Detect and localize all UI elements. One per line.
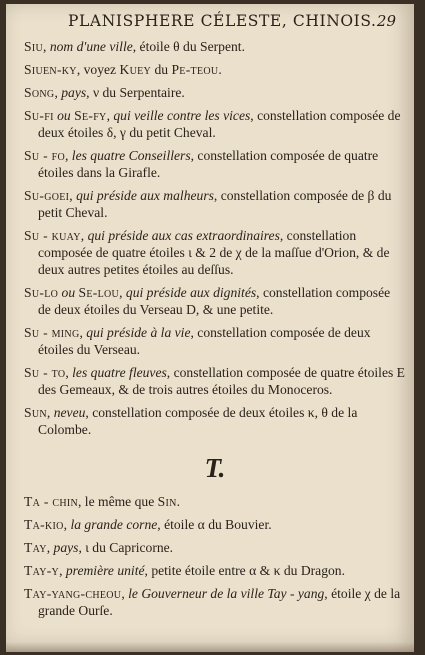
headword-variant: Se-fy <box>74 108 107 123</box>
entry-gloss: neveu <box>53 405 86 420</box>
headword: Tay-yang-cheou <box>24 586 122 601</box>
page-number: 29 <box>376 12 396 30</box>
cross-reference: Pe-teou <box>171 62 219 77</box>
entry-gloss: le Gouverneur de la ville Tay - yang <box>128 586 325 601</box>
headword: Tay <box>24 540 47 555</box>
headword: Su - kuay <box>24 228 81 243</box>
entry-su-kuay: Su - kuay, qui préside aux cas extraordinaires, constellation composée de quatre étoiles ι & 2 de χ de la maſſue d'Orion, & de deux autres petites étoiles au deſſus. <box>24 228 390 277</box>
book-page <box>6 4 414 652</box>
entry-gloss: nom d'une ville <box>49 39 133 54</box>
entry-tay-y: Tay-y, première unité, petite étoile entre α & κ du Dragon. <box>24 563 345 578</box>
entry-gloss: pays <box>53 540 79 555</box>
entry-gloss: qui préside à la vie <box>86 325 191 340</box>
entry-gloss: la grande corne <box>70 517 158 532</box>
entry-siuen-ky: Siuen-ky, voyez Kuey du Pe-teou. <box>24 62 222 77</box>
entry-gloss: qui préside aux cas extraordinaires <box>87 228 280 243</box>
entry-song: Song, pays, ν du Serpentaire. <box>24 85 185 100</box>
entry-su-to: Su - to, les quatre fleuves, constellation composée de quatre étoiles E des Gemeaux, & de trois autres étoiles du Monoceros. <box>24 365 405 397</box>
entries-list <box>24 38 406 625</box>
entry-gloss: qui préside aux malheurs <box>76 188 214 203</box>
entry-su-fo: Su - fo, les quatre Conseillers, constellation composée de quatre étoiles dans la Girafle. <box>24 148 379 180</box>
page-header <box>6 10 414 36</box>
page-edge-shadow <box>6 642 414 652</box>
headword: Song <box>24 85 55 100</box>
entry-su-goei: Su-goei, qui préside aux malheurs, constellation composée de β du petit Cheval. <box>24 188 392 220</box>
entry-ta-kio: Ta-kio, la grande corne, étoile α du Bouvier. <box>24 517 272 532</box>
entry-gloss: pays <box>61 85 87 100</box>
headword: Su-fi <box>24 108 54 123</box>
entry-su-ming: Su - ming, qui préside à la vie, constellation composée de deux étoiles du Verseau. <box>24 325 371 357</box>
headword: Su - ming <box>24 325 80 340</box>
headword: Su-goei <box>24 188 70 203</box>
entry-siu: Siu, nom d'une ville, étoile θ du Serpent. <box>24 39 245 54</box>
entry-tay-yang-cheou: Tay-yang-cheou, le Gouverneur de la ville Tay - yang, étoile χ de la grande Ourſe. <box>24 586 401 618</box>
headword: Ta-kio <box>24 517 64 532</box>
entry-ta-chin: Ta - chin, le même que Sin. <box>24 494 181 509</box>
entry-su-lo: Su-lo ou Se-lou, qui préside aux dignités, constellation composée de deux étoiles du Verseau D, & une petite. <box>24 285 391 317</box>
headword: Su - fo <box>24 148 65 163</box>
cross-reference: Kuey <box>119 62 152 77</box>
headword-variant: Se-lou <box>78 285 120 300</box>
entry-gloss: les quatre Conseillers <box>71 148 191 163</box>
entry-gloss: qui veille contre les vices <box>113 108 251 123</box>
headword: Tay-y <box>24 563 60 578</box>
entry-gloss: première unité <box>65 563 145 578</box>
entry-tay: Tay, pays, ι du Capricorne. <box>24 540 174 555</box>
headword: Ta - chin <box>24 494 78 509</box>
running-title: PLANISPHERE CÉLESTE, CHINOIS. <box>68 12 377 30</box>
section-letter: T. <box>204 453 226 483</box>
headword: Su-lo <box>24 285 59 300</box>
entry-sun: Sun, neveu, constellation composée de deux étoiles κ, θ de la Colombe. <box>24 405 358 437</box>
entry-gloss: qui préside aux dignités <box>125 285 257 300</box>
headword: Siuen-ky <box>24 62 77 77</box>
cross-reference: Sin <box>157 494 177 509</box>
entry-gloss: les quatre fleuves <box>72 365 167 380</box>
entry-su-fi: Su-fi ou Se-fy, qui veille contre les vices, constellation composée de deux étoiles δ, γ du petit Cheval. <box>24 108 401 140</box>
headword: Sun <box>24 405 47 420</box>
headword: Su - to <box>24 365 66 380</box>
headword: Siu <box>24 39 44 54</box>
